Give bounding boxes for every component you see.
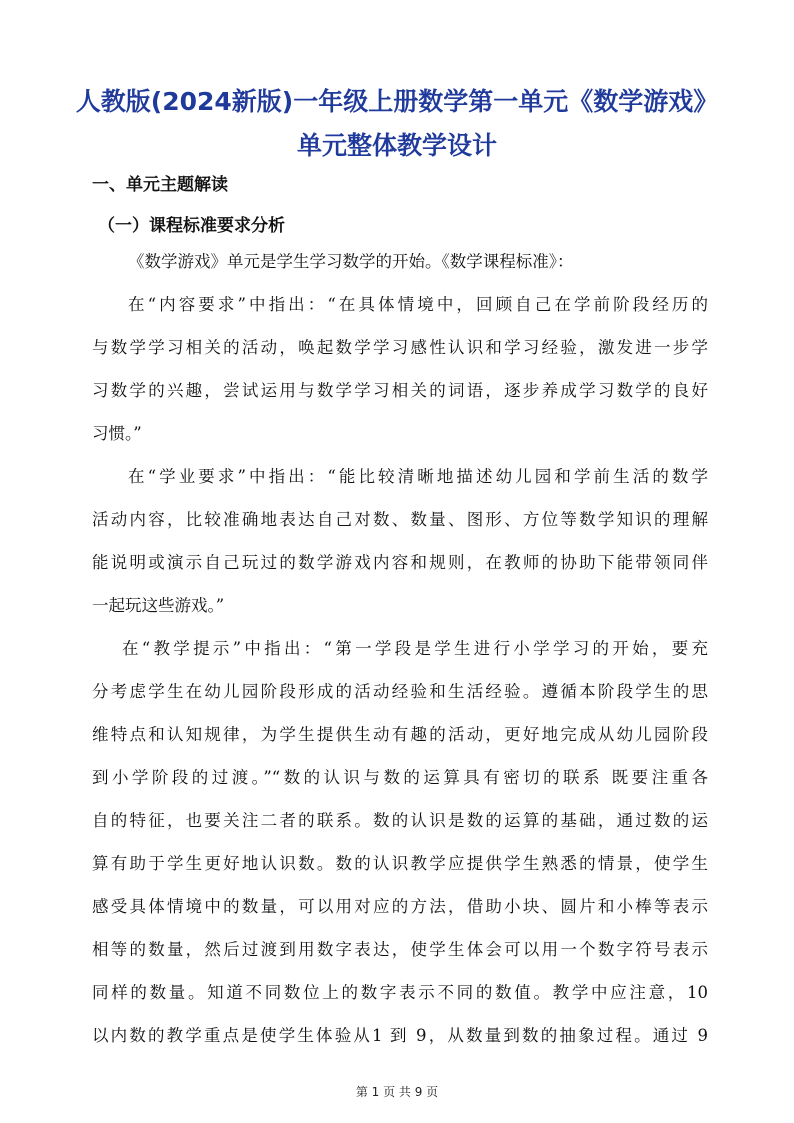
- paragraph-line: 在“学业要求”中指出：“能比较清晰地描述幼儿园和学前生活的数学: [128, 467, 708, 486]
- paragraph-line: 同样的数量。知道不同数位上的数字表示不同的数值。教学中应注意，10: [92, 983, 708, 1002]
- paragraph-line: 习惯。”: [92, 424, 142, 443]
- paragraph-line: 与数学学习相关的活动，唤起数学学习感性认识和学习经验，激发进一步学: [92, 338, 708, 357]
- document-title-line-2: 单元整体教学设计: [296, 131, 497, 160]
- paragraph-line: 活动内容，比较准确地表达自己对数、数量、图形、方位等数学知识的理解: [92, 510, 708, 529]
- paragraph-line: 自的特征，也要关注二者的联系。数的认识是数的运算的基础，通过数的运: [92, 811, 708, 830]
- paragraph-line: 在“教学提示”中指出：“第一学段是学生进行小学学习的开始，要充: [122, 639, 708, 658]
- paragraph-line: 到小学阶段的过渡。”“数的认识与数的运算具有密切的联系 既要注重各: [92, 768, 708, 787]
- paragraph-line: 能说明或演示自己玩过的数学游戏内容和规则，在教师的协助下能带领同伴: [92, 553, 708, 572]
- paragraph-line: 维特点和认知规律，为学生提供生动有趣的活动，更好地完成从幼儿园阶段: [92, 725, 708, 744]
- paragraph-line: 习数学的兴趣，尝试运用与数学学习相关的词语，逐步养成学习数学的良好: [92, 381, 708, 400]
- paragraph-line: 感受具体情境中的数量，可以用对应的方法，借助小块、圆片和小棒等表示: [92, 897, 708, 916]
- document-title-line-1: 人教版(2024新版)一年级上册数学第一单元《数学游戏》: [75, 87, 719, 116]
- page-footer: 第 1 页 共 9 页: [355, 1085, 439, 1099]
- paragraph-line: 《数学游戏》单元是学生学习数学的开始。《数学课程标准》：: [128, 252, 574, 271]
- paragraph-line: 分考虑学生在幼儿园阶段形成的活动经验和生活经验。遵循本阶段学生的思: [92, 682, 708, 701]
- paragraph-line: 相等的数量，然后过渡到用数字表达，使学生体会可以用一个数字符号表示: [92, 940, 708, 959]
- subsection-heading-curriculum-standards: （一）课程标准要求分析: [98, 216, 285, 236]
- section-heading-unit-theme: 一、单元主题解读: [92, 175, 228, 195]
- paragraph-line: 算有助于学生更好地认识数。数的认识教学应提供学生熟悉的情景，使学生: [92, 854, 708, 873]
- paragraph-line: 在“内容要求”中指出：“在具体情境中，回顾自己在学前阶段经历的: [128, 295, 708, 314]
- paragraph-line: 以内数的教学重点是使学生体验从1 到 9，从数量到数的抽象过程。通过 9: [92, 1026, 708, 1045]
- paragraph-line: 一起玩这些游戏。”: [92, 596, 225, 615]
